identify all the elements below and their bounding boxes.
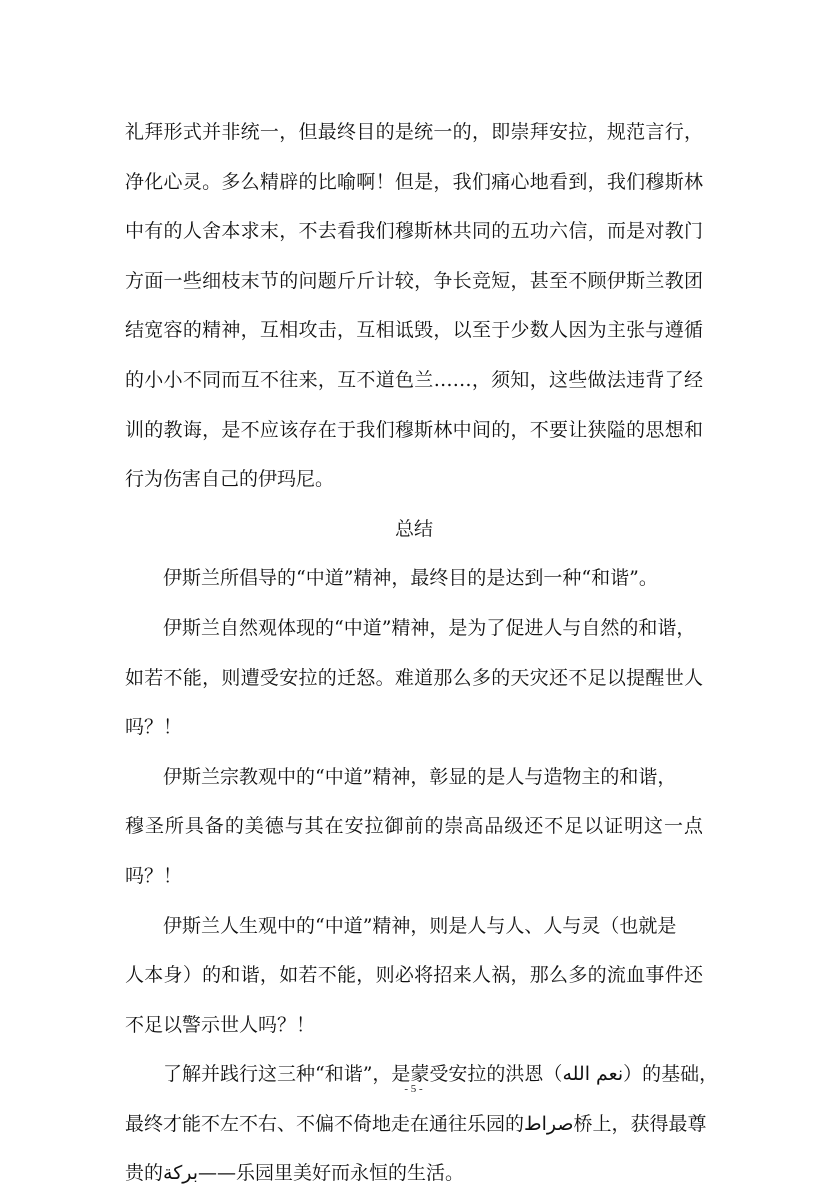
text-line: 的小小不同而互不往来，互不道色兰……，须知，这些做法违背了经: [125, 368, 703, 391]
text-line: 礼拜形式并非统一，但最终目的是统一的，即崇拜安拉，规范言行，: [125, 121, 703, 143]
section-heading: 总结: [394, 517, 433, 540]
text-line: 吗？！: [125, 864, 183, 887]
text-line: 伊斯兰宗教观中的“中道”精神，彰显的是人与造物主的和谐，: [163, 765, 677, 788]
text-line: 伊斯兰自然观体现的“中道”精神，是为了促进人与自然的和谐，: [163, 616, 696, 639]
text-line: 贵的بركة——乐园里美好而永恒的生活。: [125, 1162, 465, 1185]
text-line: 中有的人舍本求末，不去看我们穆斯林共同的五功六信，而是对教门: [125, 220, 703, 243]
text-line: 不足以警示世人吗？！: [125, 1013, 316, 1036]
text-line: 净化心灵。多么精辟的比喻啊！但是，我们痛心地看到，我们穆斯林: [125, 170, 703, 193]
text-line: 最终才能不左不右、不偏不倚地走在通往乐园的صراط桥上，获得最尊: [125, 1112, 707, 1135]
text-line: 穆圣所具备的美德与其在安拉御前的崇高品级还不足以证明这一点: [125, 815, 703, 838]
text-line: 了解并践行这三种“和谐”，是蒙受安拉的洪恩（نعم الله）的基础，: [163, 1063, 719, 1086]
text-line: 行为伤害自己的伊玛尼。: [125, 468, 335, 491]
text-line: 人本身）的和谐，如若不能，则必将招来人祸，那么多的流血事件还: [125, 964, 703, 987]
text-line: 吗？！: [125, 716, 183, 739]
text-line: 如若不能，则遭受安拉的迁怒。难道那么多的天灾还不足以提醒世人: [125, 666, 703, 689]
text-line: 结宽容的精神，互相攻击，互相诋毁，以至于少数人因为主张与遵循: [125, 319, 703, 342]
text-line: 伊斯兰所倡导的“中道”精神，最终目的是达到一种“和谐”。: [163, 567, 658, 590]
text-line: 方面一些细枝末节的问题斤斤计较，争长竞短，甚至不顾伊斯兰教团: [125, 269, 703, 292]
text-line: 训的教诲，是不应该存在于我们穆斯林中间的，不要让狭隘的思想和: [125, 418, 703, 441]
text-line: 伊斯兰人生观中的“中道”精神，则是人与人、人与灵（也就是: [163, 914, 677, 937]
page-number: - 5 -: [404, 1083, 423, 1095]
body-text: [125, 108, 719, 1199]
